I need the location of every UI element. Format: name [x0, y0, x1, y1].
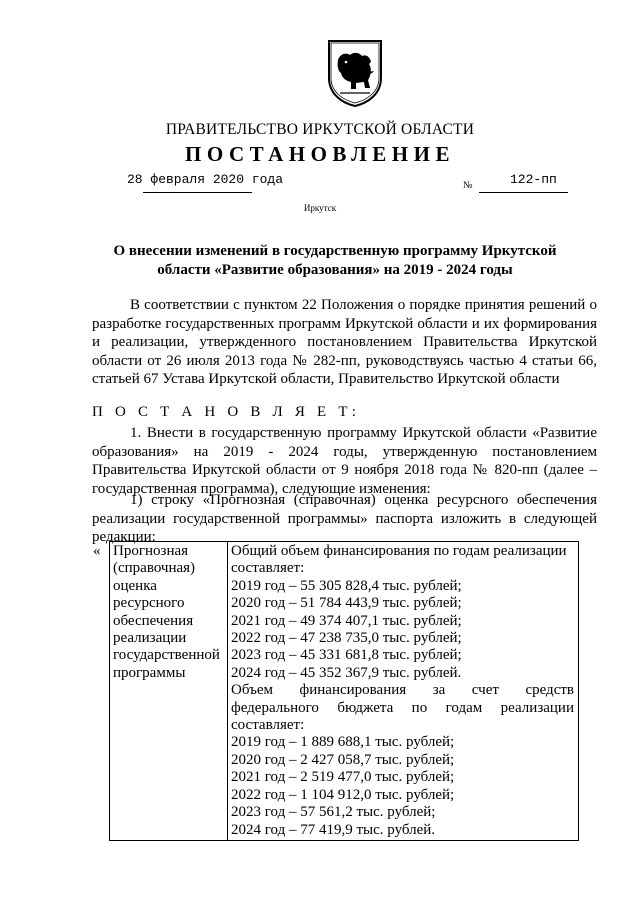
funding-year-line: 2020 год – 51 784 443,9 тыс. рублей; — [231, 595, 462, 612]
label-line: реализации — [113, 630, 187, 647]
funding-year-line: 2019 год – 55 305 828,4 тыс. рублей; — [231, 577, 462, 594]
label-line: Прогнозная — [113, 543, 189, 559]
total-funding-heading: Общий объем финансирования по годам реализации составляет: — [231, 543, 567, 577]
number-sign: № — [463, 180, 473, 191]
date-underline — [143, 192, 252, 193]
row-label-cell — [110, 542, 228, 841]
open-quote: « — [93, 543, 101, 559]
label-line: обеспечения — [113, 612, 194, 629]
preamble-paragraph: В соответствии с пунктом 22 Положения о порядке принятия решений о разработке государственных программ Иркутской области и их формирования и реализации, утвержденного постановлением Правительства Иркутской области от 26 июля 2013 года № 282-пп, руководствуясь частью 4 статьи 66, статьей 67 Устава Иркутской области, Правительство Иркутской области — [92, 297, 597, 387]
government-name: ПРАВИТЕЛЬСТВО ИРКУТСКОЙ ОБЛАСТИ — [165, 121, 475, 138]
federal-year-line: 2023 год – 57 561,2 тыс. рублей; — [231, 804, 436, 821]
funding-year-line: 2024 год – 45 352 367,9 тыс. рублей. — [231, 664, 462, 681]
row-value-cell — [228, 542, 579, 841]
federal-year-line: 2020 год – 2 427 058,7 тыс. рублей; — [231, 751, 455, 768]
number-underline — [479, 192, 568, 193]
funding-year-line: 2022 год – 47 238 735,0 тыс. рублей; — [231, 630, 462, 647]
federal-year-line: 2024 год – 77 419,9 тыс. рублей. — [231, 821, 436, 838]
funding-year-line: 2021 год – 49 374 407,1 тыс. рублей; — [231, 612, 462, 629]
federal-year-line: 2022 год – 1 104 912,0 тыс. рублей; — [231, 786, 455, 803]
table-row — [110, 542, 579, 841]
passport-table — [109, 541, 579, 841]
decree-number: 122-пп — [510, 172, 557, 187]
federal-year-line: 2019 год – 1 889 688,1 тыс. рублей; — [231, 734, 455, 751]
decree-date: 28 февраля 2020 года — [127, 172, 284, 187]
item-1-paragraph: 1. Внести в государственную программу Иркутской области «Развитие образования» на 2019 - 2024 годы, утвержденную постановлением Правительства Иркутской области от 9 ноября 2018 года № 820-пп (далее – государственная программа), следующие изменения: — [92, 425, 597, 497]
label-line: программы — [113, 664, 186, 681]
label-line: ресурсного — [113, 595, 185, 612]
item-1-1-paragraph: 1) строку «Прогнозная (справочная) оценка ресурсного обеспечения реализации государственной программы» паспорта изложить в следующей редакции: — [92, 492, 597, 545]
funding-year-line: 2023 год – 45 331 681,8 тыс. рублей; — [231, 647, 462, 664]
coat-of-arms-icon — [326, 38, 384, 108]
federal-funding-heading: Объем финансирования за счет средств федерального бюджета по годам реализации составляет: — [231, 682, 574, 734]
label-line: (справочная) — [113, 560, 196, 577]
document-type: ПОСТАНОВЛЕНИЕ — [185, 142, 455, 166]
decree-title: О внесении изменений в государственную программу Иркутской области «Развитие образования» на 2019 - 2024 годы — [113, 243, 557, 278]
label-line: государственной — [113, 647, 220, 664]
city-name: Иркутск — [303, 203, 337, 213]
label-line: оценка — [113, 577, 157, 594]
federal-year-line: 2021 год – 2 519 477,0 тыс. рублей; — [231, 769, 455, 786]
resolves-heading: П О С Т А Н О В Л Я Е Т: — [92, 404, 361, 420]
